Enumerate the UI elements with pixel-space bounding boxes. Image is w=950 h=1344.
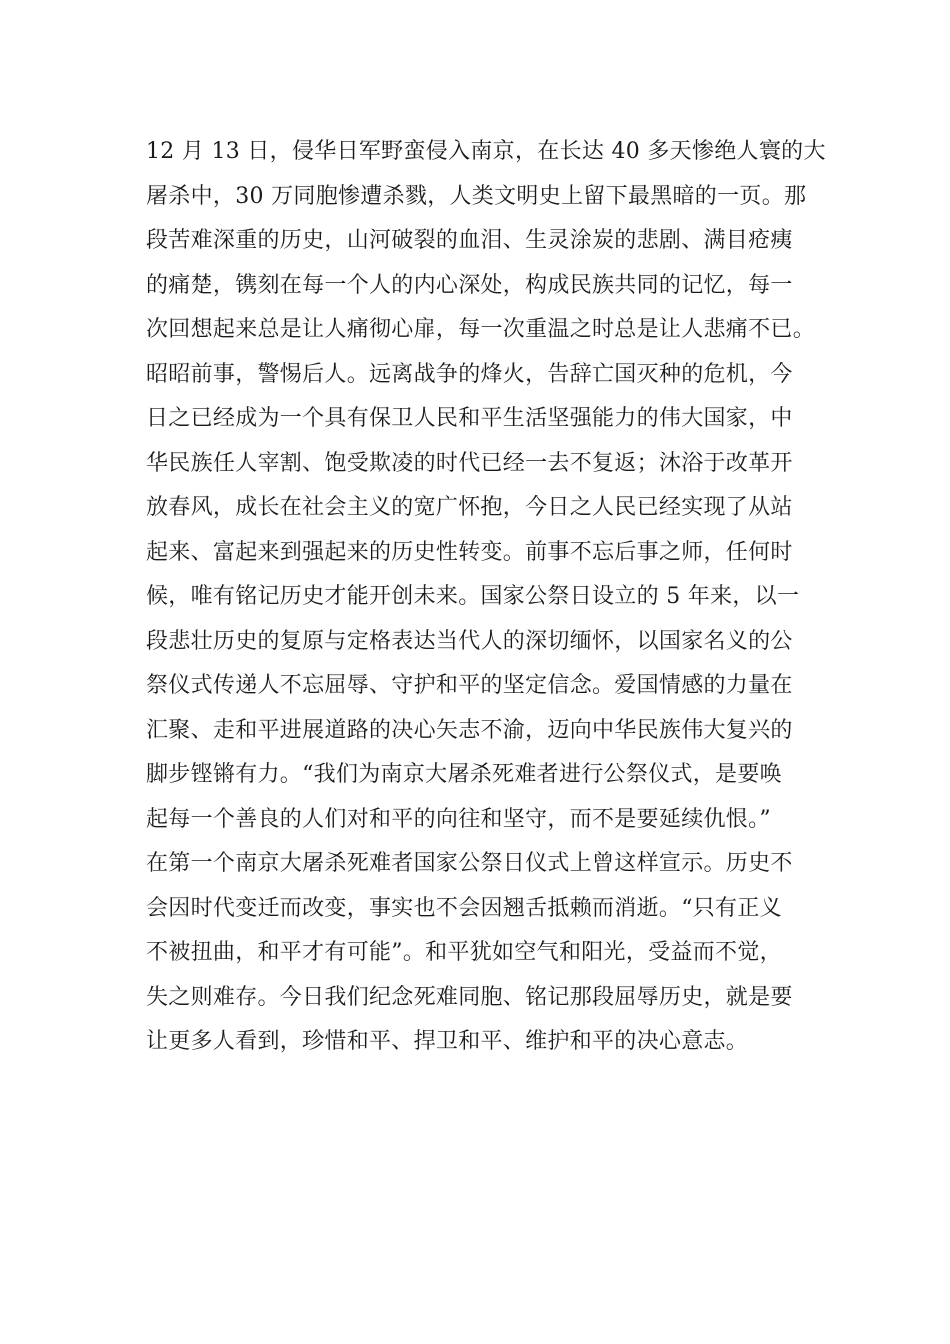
body-paragraph	[146, 130, 826, 1065]
text-line: 汇聚、走和平进展道路的决心矢志不渝，迈向中华民族伟大复兴的	[146, 717, 793, 743]
text-line: 华民族任人宰割、饱受欺凌的时代已经一去不复返；沐浴于改革开	[146, 450, 793, 476]
text-line: 候，唯有铭记历史才能开创未来。国家公祭日设立的 5 年来，以一	[146, 584, 800, 609]
text-line: 会因时代变迁而改变，事实也不会因翘舌抵赖而消逝。“只有正义	[146, 895, 782, 921]
text-line: 起每一个善良的人们对和平的向往和坚守，而不是要延续仇恨。”	[146, 806, 771, 832]
text-line: 次回想起来总是让人痛彻心扉，每一次重温之时总是让人悲痛不已。	[146, 317, 816, 342]
text-line: 12 月 13 日，侵华日军野蛮侵入南京，在长达 40 多天惨绝人寰的大	[146, 139, 826, 164]
text-line: 段悲壮历史的复原与定格表达当代人的深切缅怀，以国家名义的公	[146, 628, 793, 654]
text-line: 段苦难深重的历史，山河破裂的血泪、生灵涂炭的悲剧、满目疮痍	[146, 228, 793, 253]
text-line: 的痛楚，镌刻在每一个人的内心深处，构成民族共同的记忆，每一	[146, 272, 793, 298]
text-line: 不被扭曲，和平才有可能”。和平犹如空气和阳光，受益而不觉，	[146, 940, 782, 965]
text-line: 屠杀中，30 万同胞惨遭杀戮，人类文明史上留下最黑暗的一页。那	[146, 183, 807, 209]
text-line: 脚步铿锵有力。“我们为南京大屠杀死难者进行公祭仪式，是要唤	[146, 762, 782, 787]
text-line: 昭昭前事，警惕后人。远离战争的烽火，告辞亡国灭种的危机，今	[146, 361, 793, 387]
text-line: 让更多人看到，珍惜和平、捍卫和平、维护和平的决心意志。	[146, 1029, 749, 1054]
text-line: 在第一个南京大屠杀死难者国家公祭日仪式上曾这样宣示。历史不	[146, 851, 793, 876]
text-line: 放春风，成长在社会主义的宽广怀抱，今日之人民已经实现了从站	[146, 495, 793, 520]
text-line: 祭仪式传递人不忘屈辱、守护和平的坚定信念。爱国情感的力量在	[146, 673, 793, 698]
text-line: 起来、富起来到强起来的历史性转变。前事不忘后事之师，任何时	[146, 539, 793, 565]
text-line: 日之已经成为一个具有保卫人民和平生活坚强能力的伟大国家，中	[146, 406, 793, 431]
text-line: 失之则难存。今日我们纪念死难同胞、铭记那段屈辱历史，就是要	[146, 984, 793, 1010]
